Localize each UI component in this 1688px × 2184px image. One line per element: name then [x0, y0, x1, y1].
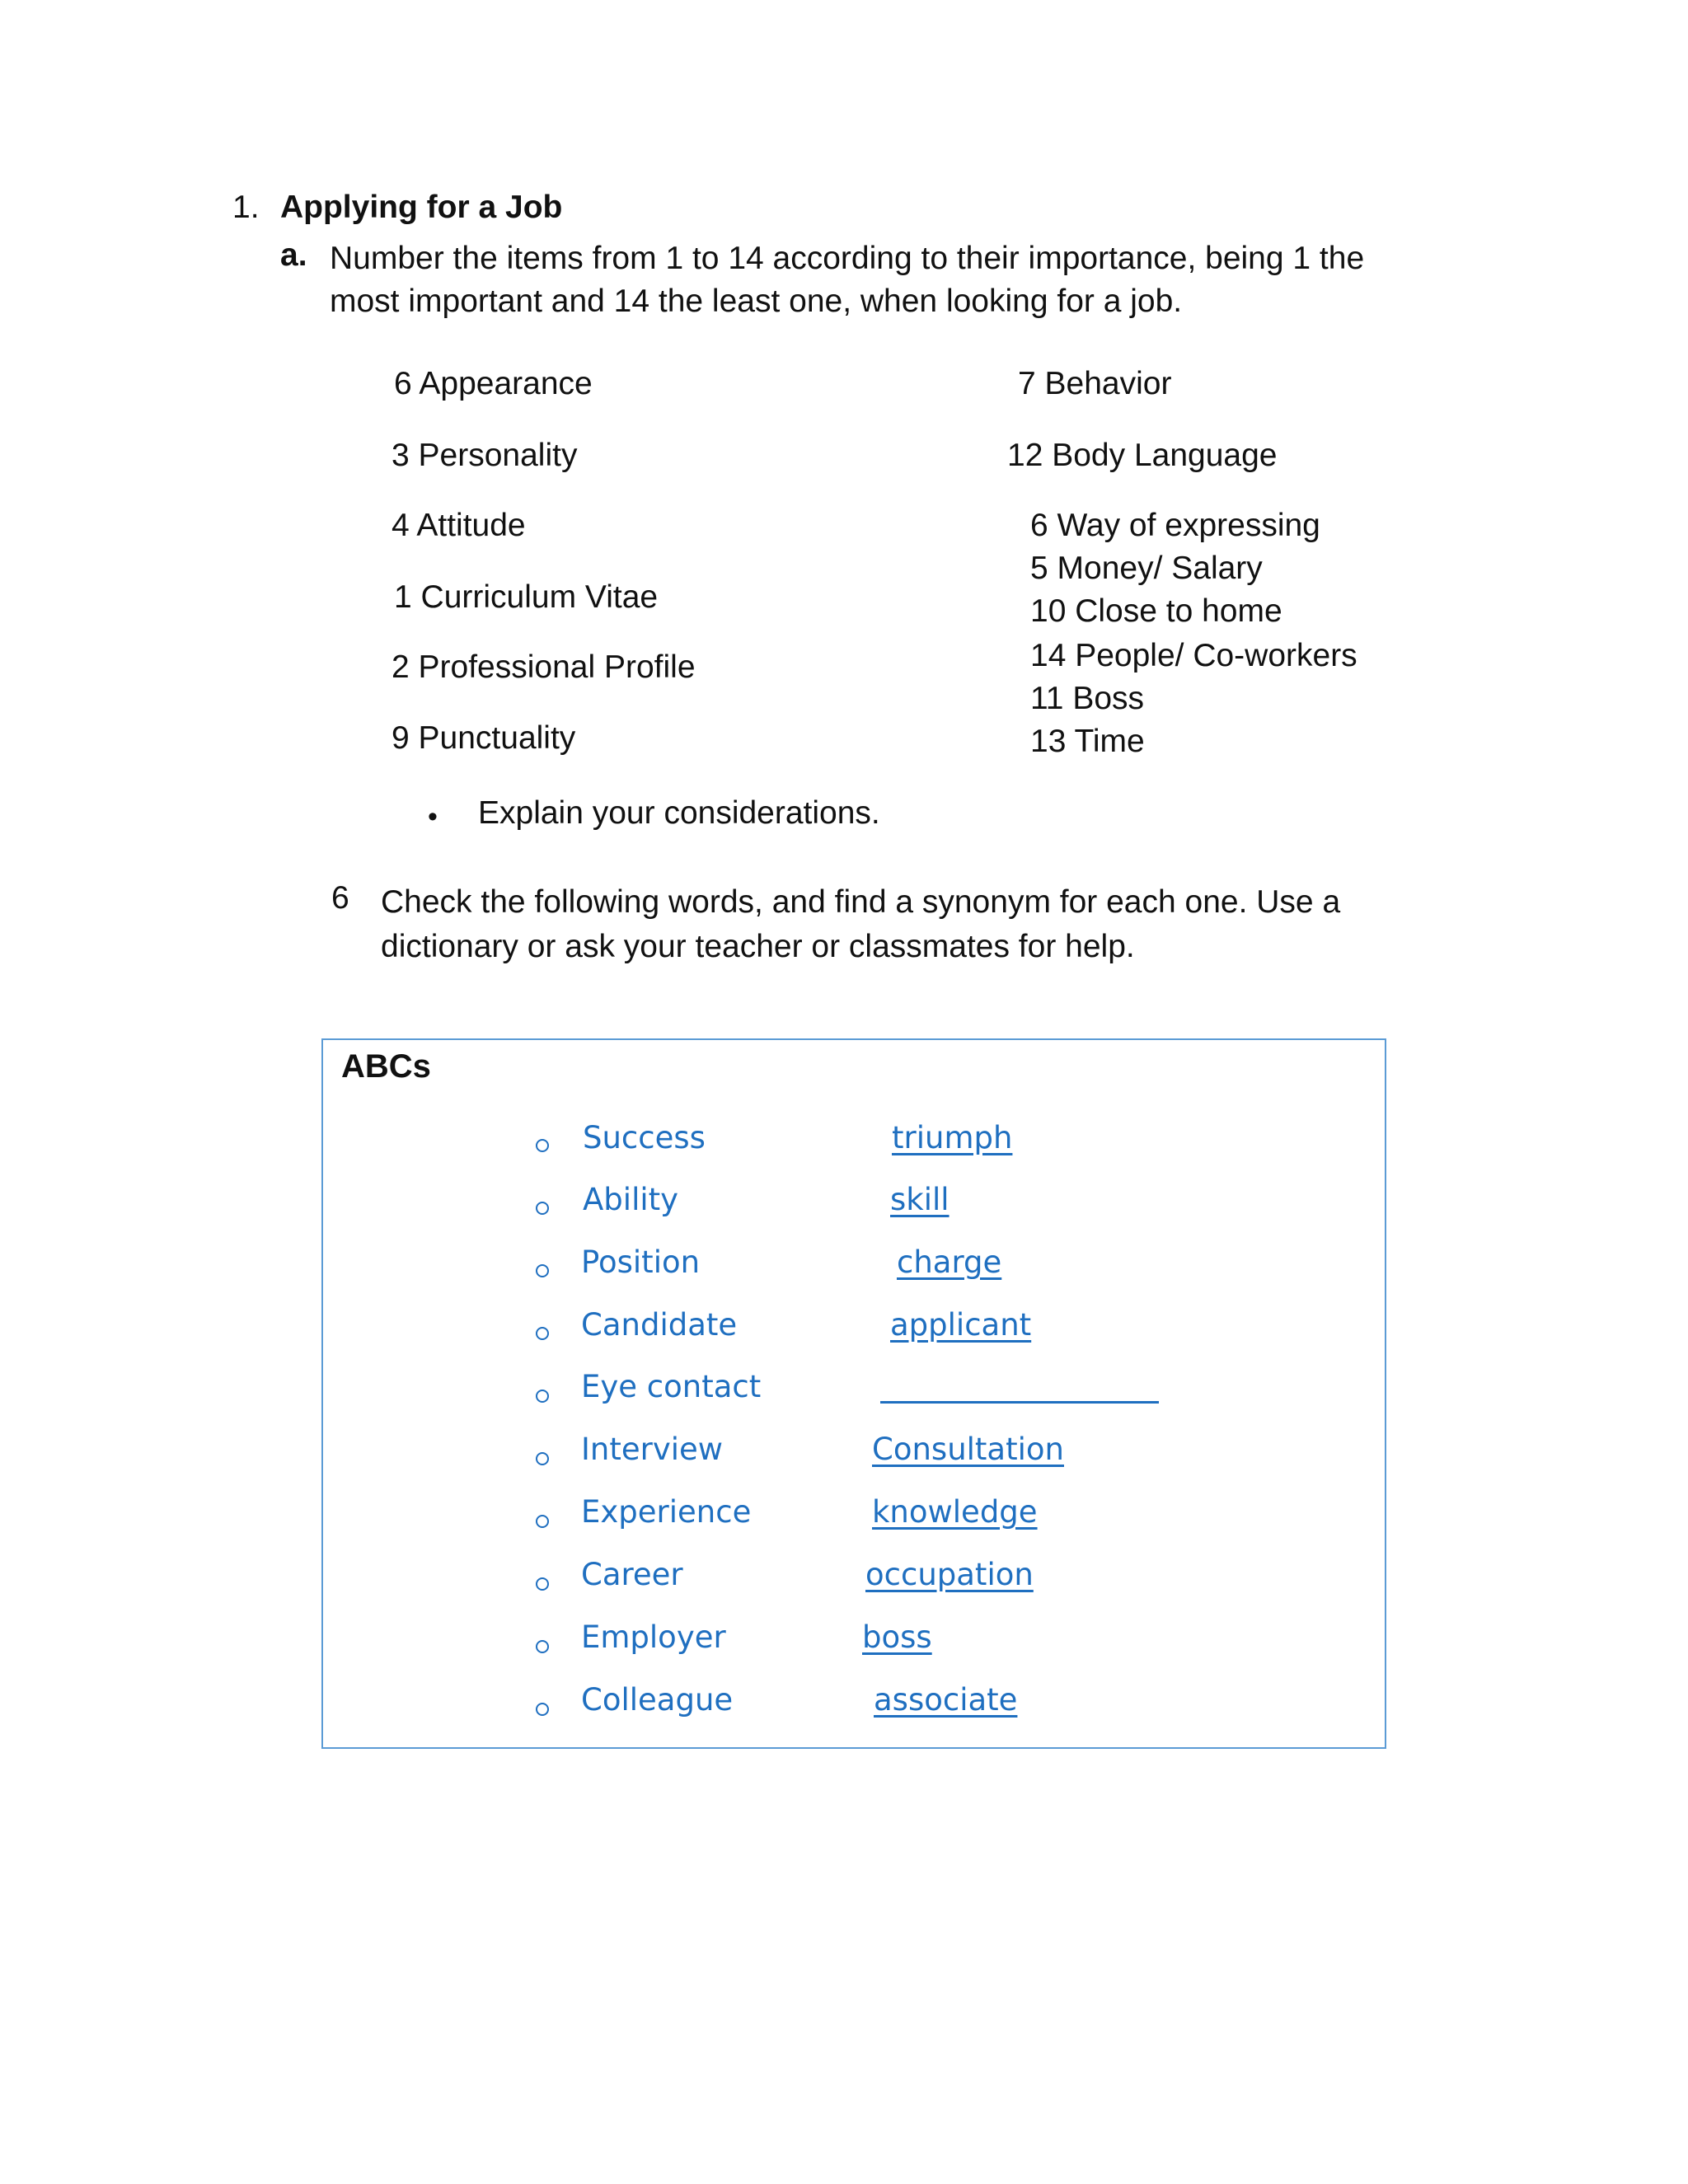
question-number: 6	[331, 880, 349, 916]
bullet-icon: •	[428, 801, 438, 832]
abc-box	[321, 1038, 1386, 1749]
vocab-synonym: triumph	[892, 1120, 1013, 1155]
section-title: Applying for a Job	[280, 190, 563, 225]
vocab-word: Candidate	[581, 1307, 738, 1343]
ranking-left-item: 1 Curriculum Vitae	[394, 579, 659, 615]
circle-bullet-icon	[536, 1327, 549, 1340]
vocab-word: Employer	[581, 1619, 726, 1655]
ranking-left-item: 4 Attitude	[392, 508, 526, 543]
part-a-instruction: Number the items from 1 to 14 according to their importance, being 1 the most important and 14 the least one, when looking for a job.	[330, 241, 1365, 319]
circle-bullet-icon	[536, 1264, 549, 1277]
vocab-synonym: occupation	[865, 1557, 1034, 1592]
bullet-text: Explain your considerations.	[478, 795, 880, 831]
ranking-right-item: 10 Close to home	[1030, 593, 1282, 629]
vocab-synonym: knowledge	[872, 1494, 1038, 1530]
vocab-word: Position	[581, 1244, 701, 1280]
vocab-word: Career	[581, 1557, 683, 1592]
circle-bullet-icon	[536, 1202, 549, 1215]
question-text: Check the following words, and find a synonym for each one. Use a dictionary or ask your teacher or classmates for help.	[381, 884, 1341, 964]
circle-bullet-icon	[536, 1515, 549, 1528]
ranking-left-item: 2 Professional Profile	[392, 649, 696, 685]
circle-bullet-icon	[536, 1139, 549, 1152]
circle-bullet-icon	[536, 1640, 549, 1653]
ranking-right-item: 5 Money/ Salary	[1030, 551, 1263, 586]
vocab-word: Interview	[581, 1432, 724, 1467]
ranking-left-item: 6 Appearance	[394, 366, 593, 401]
circle-bullet-icon	[536, 1703, 549, 1716]
vocab-word: Eye contact	[581, 1369, 762, 1404]
vocab-synonym: boss	[862, 1619, 932, 1655]
vocab-word: Success	[583, 1120, 706, 1155]
vocab-synonym: charge	[897, 1244, 1002, 1280]
circle-bullet-icon	[536, 1452, 549, 1465]
ranking-right-item: 7 Behavior	[1018, 366, 1172, 401]
vocab-word: Colleague	[581, 1682, 734, 1718]
ranking-right-item: 13 Time	[1030, 724, 1145, 759]
answer-blank-line	[880, 1401, 1159, 1404]
abc-title: ABCs	[341, 1048, 431, 1085]
vocab-synonym: associate	[874, 1682, 1018, 1718]
ranking-right-item: 11 Boss	[1030, 681, 1145, 716]
section-number: 1.	[232, 190, 260, 225]
ranking-right-item: 6 Way of expressing	[1030, 508, 1320, 543]
vocab-synonym: skill	[890, 1182, 950, 1217]
vocab-synonym: applicant	[890, 1307, 1032, 1343]
part-a-label: a.	[280, 237, 307, 273]
ranking-left-item: 3 Personality	[392, 438, 578, 473]
ranking-right-item: 12 Body Language	[1007, 438, 1278, 473]
vocab-synonym: Consultation	[872, 1432, 1064, 1467]
circle-bullet-icon	[536, 1390, 549, 1403]
circle-bullet-icon	[536, 1577, 549, 1591]
vocab-word: Experience	[581, 1494, 752, 1530]
ranking-left-item: 9 Punctuality	[392, 720, 576, 756]
ranking-right-item: 14 People/ Co-workers	[1030, 638, 1357, 673]
vocab-word: Ability	[583, 1182, 679, 1217]
